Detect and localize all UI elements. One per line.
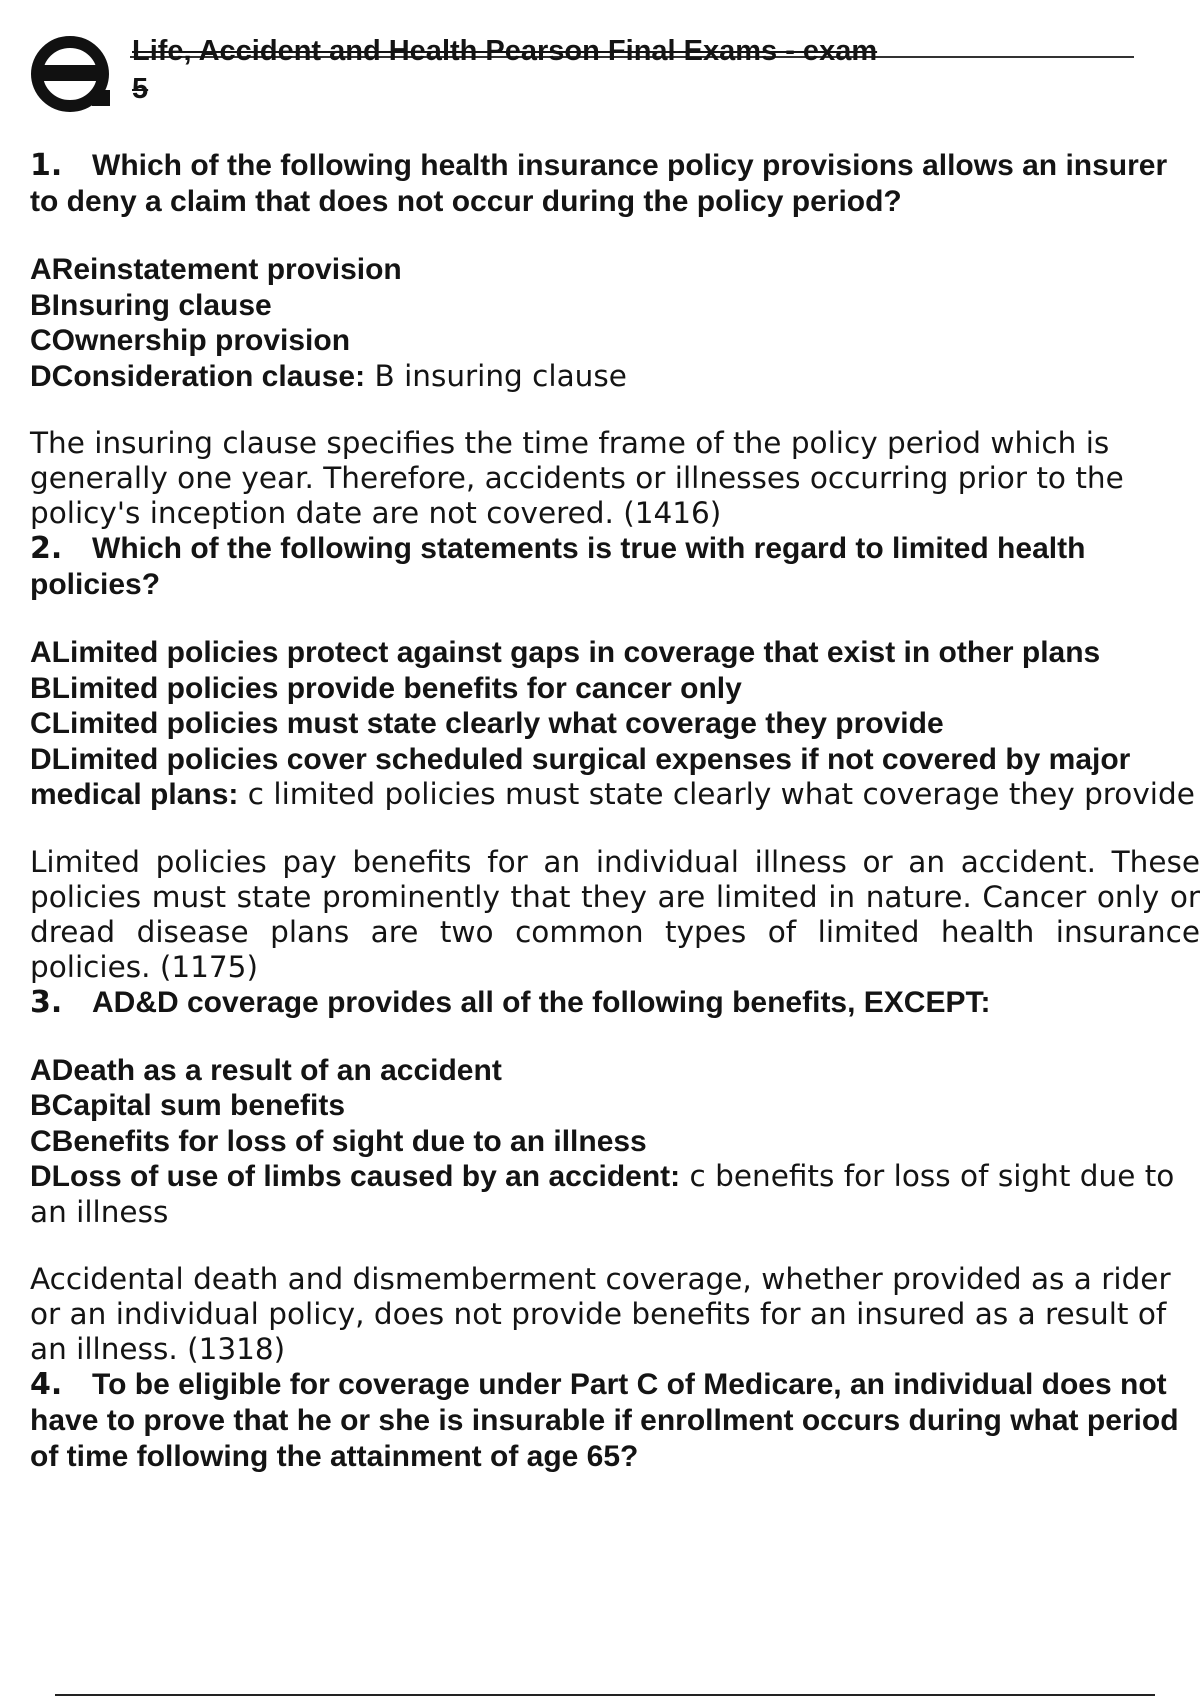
option-a: ADeath as a result of an accident	[30, 1053, 502, 1087]
question-number: 3.	[30, 984, 63, 1020]
option-b: BInsuring clause	[30, 288, 272, 322]
option-c: COwnership provision	[30, 324, 351, 357]
answer-text: B insuring clause	[365, 358, 627, 393]
option-c: CBenefits for loss of sight due to an illness	[30, 1124, 647, 1158]
option-d	[30, 1159, 1200, 1230]
option-d-label: DLimited policies cover scheduled surgical expenses if not covered by major medical plans:	[30, 742, 1131, 811]
question-number: 1.	[30, 148, 63, 183]
option-d-label: DLoss of use of limbs caused by an accident:	[30, 1160, 681, 1193]
option-b: BCapital sum benefits	[30, 1089, 346, 1122]
q-logo-icon	[30, 32, 114, 116]
question-number: 2.	[30, 531, 63, 566]
explanation-text: Limited policies pay benefits for an individual illness or an accident. These policies must state prominently that they are limited in nature. Cancer only or dread disease plans are two common types of limited health insurance policies. (1175)	[30, 844, 1200, 984]
option-b: BLimited policies provide benefits for cancer only	[30, 671, 742, 705]
question-block	[30, 531, 1200, 985]
option-a: ALimited policies protect against gaps in coverage that exist in other plans	[30, 636, 1101, 669]
option-list	[30, 1053, 1200, 1231]
question-number: 4.	[30, 1367, 63, 1402]
document-body	[30, 148, 1200, 1475]
option-a: AReinstatement provision	[30, 253, 402, 286]
question-prompt: To be eligible for coverage under Part C of Medicare, an individual does not have to prove that he or she is insurable if enrollment occurs during what period of time following the attainment of age 65?	[30, 1368, 1179, 1473]
footer-rule	[55, 1694, 1155, 1696]
document-title-text: Life, Accident and Health Pearson Final Exams - exam	[132, 35, 878, 67]
question-text	[30, 531, 1200, 603]
question-block	[30, 148, 1200, 531]
question-prompt: Which of the following statements is true with regard to limited health policies?	[30, 532, 1086, 601]
document-title-number: 5	[132, 73, 149, 105]
option-d-label: DConsideration clause:	[30, 359, 366, 393]
question-text	[30, 1367, 1200, 1475]
explanation-text: The insuring clause specifies the time frame of the policy period which is generally one year. Therefore, accidents or illnesses occurring prior to the policy's inception date are not covered. (1416)	[30, 426, 1124, 530]
option-c: CLimited policies must state clearly what coverage they provide	[30, 707, 944, 740]
page-header	[30, 30, 1150, 120]
option-list	[30, 252, 1200, 394]
option-d	[30, 742, 1200, 813]
document-title	[132, 32, 952, 108]
option-list	[30, 635, 1200, 813]
question-prompt: Which of the following health insurance policy provisions allows an insurer to deny a claim that does not occur during the policy period?	[30, 149, 1168, 218]
question-block	[30, 1367, 1200, 1475]
question-text	[30, 148, 1200, 220]
answer-text: c limited policies must state clearly what coverage they provide	[238, 777, 1195, 811]
explanation-text: Accidental death and dismemberment coverage, whether provided as a rider or an individual policy, does not provide benefits for an insured as a result of an illness. (1318)	[30, 1262, 1171, 1366]
question-text	[30, 985, 1200, 1021]
option-d	[30, 359, 1200, 395]
question-prompt: AD&D coverage provides all of the following benefits, EXCEPT:	[92, 985, 991, 1019]
answer-text: c benefits for loss of sight due to an illness	[30, 1159, 1175, 1229]
question-block	[30, 985, 1200, 1368]
